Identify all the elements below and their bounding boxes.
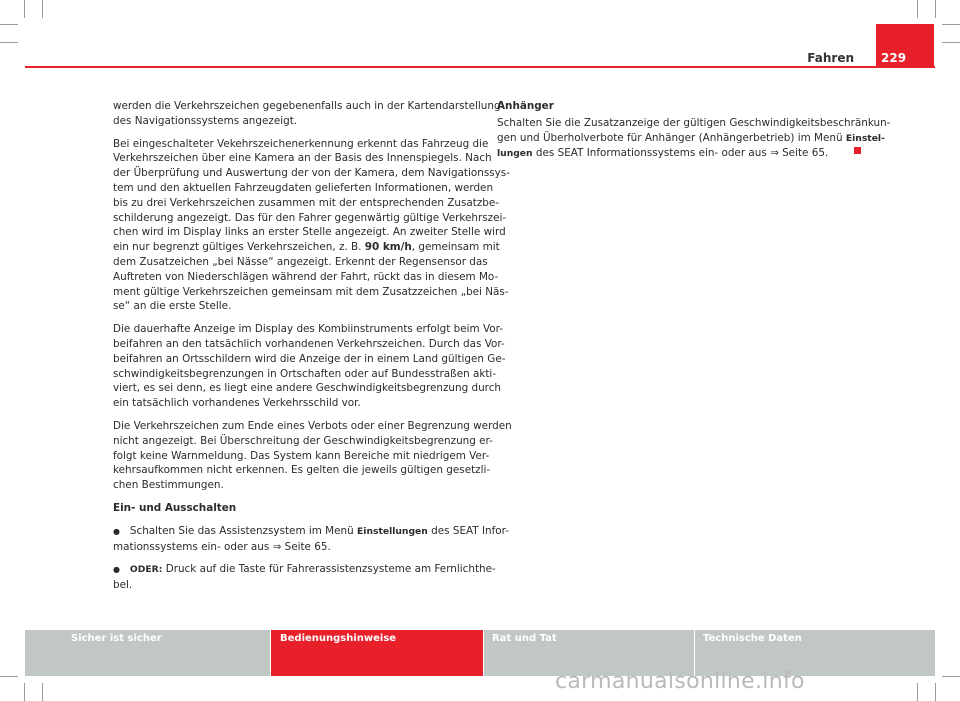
paragraph-trailer bbox=[497, 116, 891, 162]
text-line: Die dauerhafte Anzeige im Display des Kombiinstruments erfolgt beim Vor- bbox=[113, 323, 503, 336]
text-line: Schalten Sie die Zusatzanzeige der gültigen Geschwindigkeitsbeschränkun- bbox=[497, 116, 891, 129]
text-line: Verkehrszeichen über eine Kamera an der Basis des Innenspiegels. Nach bbox=[113, 152, 492, 165]
text-line bbox=[497, 146, 851, 162]
text-line: Auftreten von Niederschlägen während der Fahrt, rückt das in diesem Mo- bbox=[113, 270, 499, 283]
text-line: werden die Verkehrszeichen gegebenenfalls auch in der Kartendarstellung bbox=[113, 100, 501, 112]
paragraph-recognition bbox=[113, 137, 510, 315]
crop-mark bbox=[42, 683, 43, 701]
text-line: nicht angezeigt. Bei Überschreitung der Geschwindigkeitsbegrenzung er- bbox=[113, 434, 493, 447]
bullet-icon: ● bbox=[113, 526, 120, 536]
page-number: 229 bbox=[881, 51, 907, 65]
text-line: se“ an die erste Stelle. bbox=[113, 300, 232, 313]
crop-mark bbox=[24, 0, 25, 18]
text-line: der Überprüfung und Auswertung der von der Kamera, dem Navigationssys- bbox=[113, 167, 510, 180]
menu-keyword: lungen bbox=[497, 148, 533, 160]
bullet-icon: ● bbox=[113, 565, 120, 575]
text-line: beifahren an den tatsächlich vorhandenen Verkehrszeichen. Durch das Vor- bbox=[113, 337, 505, 350]
text-fragment: des SEAT Informationssystems ein- oder aus ⇒ Seite 65. bbox=[535, 147, 829, 160]
text-line: dem Zusatzeichen „bei Nässe“ angezeigt. Erkennt der Regensensor das bbox=[113, 255, 488, 268]
footer-tab-safety[interactable]: Sicher ist sicher bbox=[25, 630, 270, 676]
text-fragment: Druck auf die Taste für Fahrerassistenzsysteme am Fernlichthe- bbox=[165, 563, 496, 576]
section-end-icon bbox=[854, 147, 861, 154]
crop-mark bbox=[42, 0, 43, 18]
crop-mark bbox=[942, 676, 960, 677]
menu-keyword: Einstel- bbox=[845, 132, 885, 144]
text-line: ment gültige Verkehrszeichen gemeinsam mit dem Zusatzzeichen „bei Näs- bbox=[113, 285, 509, 298]
text-line: ein tatsächlich vorhandenes Verkehrsschild vor. bbox=[113, 397, 361, 410]
text-fragment: gen und Überholverbote für Anhänger (Anhängerbetrieb) im Menü bbox=[497, 131, 843, 144]
text-line: tem und den aktuellen Fahrzeugdaten gelieferten Informationen, werden bbox=[113, 181, 494, 194]
crop-mark bbox=[917, 0, 918, 18]
text-line: chen wird im Display links an erster Stelle angezeigt. An zweiter Stelle wird bbox=[113, 226, 506, 239]
text-line: bis zu drei Verkehrszeichen zusammen mit der entsprechenden Zusatzbe- bbox=[113, 196, 500, 209]
text-fragment: ein nur begrenzt gültiges Verkehrszeichen, z. B. bbox=[113, 241, 362, 254]
text-line: schilderung angezeigt. Das für den Fahrer gegenwärtig gültige Verkehrszei- bbox=[113, 211, 507, 224]
text-line: kehrsaufkommen nicht erkennen. Es gelten die jeweils gültigen gesetzli- bbox=[113, 464, 491, 477]
crop-mark bbox=[24, 683, 25, 701]
text-line: bel. bbox=[113, 579, 133, 592]
paragraph-intro bbox=[113, 99, 501, 129]
speed-value: 90 km/h bbox=[364, 241, 412, 254]
or-keyword: ODER: bbox=[129, 564, 163, 576]
bullet-item bbox=[113, 562, 496, 593]
footer-tab-advice[interactable]: Rat und Tat bbox=[484, 630, 694, 676]
crop-mark bbox=[0, 42, 18, 43]
watermark: carmanualsonline.info bbox=[555, 669, 805, 694]
crop-mark bbox=[942, 24, 960, 25]
text-line bbox=[113, 562, 496, 578]
crop-mark bbox=[0, 676, 18, 677]
text-line bbox=[113, 524, 509, 540]
bullet-item bbox=[113, 524, 509, 555]
text-fragment: des SEAT Infor- bbox=[431, 524, 509, 537]
paragraph-permanent-display bbox=[113, 322, 506, 411]
subheading-trailer: Anhänger bbox=[497, 100, 554, 112]
right-column bbox=[497, 99, 891, 170]
crop-mark bbox=[935, 0, 936, 18]
footer-tab-technical-data[interactable]: Technische Daten bbox=[695, 630, 935, 676]
section-title: Fahren bbox=[807, 51, 854, 65]
text-line: chen Bestimmungen. bbox=[113, 479, 224, 492]
text-line: Bei eingeschalteter Vekehrszeichenerkennung erkennt das Fahrzeug die bbox=[113, 137, 489, 150]
header-rule bbox=[25, 66, 935, 68]
text-fragment: , gemeinsam mit bbox=[411, 241, 500, 254]
text-line: Die Verkehrszeichen zum Ende eines Verbots oder einer Begrenzung werden bbox=[113, 419, 512, 432]
left-column bbox=[113, 99, 512, 601]
text-line: mationssystems ein- oder aus ⇒ Seite 65. bbox=[113, 540, 331, 553]
menu-keyword: Einstellungen bbox=[357, 525, 428, 537]
text-line: schwindigkeitsbegrenzungen in Ortschaften oder auf Bundesstraßen akti- bbox=[113, 367, 497, 380]
crop-mark bbox=[935, 683, 936, 701]
paragraph-limitations bbox=[113, 419, 512, 493]
text-line bbox=[113, 240, 500, 255]
subheading-on-off: Ein- und Ausschalten bbox=[113, 501, 237, 514]
text-line: des Navigationssystems angezeigt. bbox=[113, 114, 298, 127]
text-line: beifahren an Ortsschildern wird die Anzeige der in einem Land gültigen Ge- bbox=[113, 352, 506, 365]
crop-mark bbox=[0, 24, 18, 25]
text-line: viert, es sei denn, es liegt eine andere Geschwindigkeitsbegrenzung durch bbox=[113, 382, 502, 395]
text-fragment: Schalten Sie das Assistenzsystem im Menü bbox=[129, 524, 354, 537]
footer-tab-operation[interactable]: Bedienungshinweise bbox=[271, 630, 483, 676]
crop-mark bbox=[917, 683, 918, 701]
text-line bbox=[497, 131, 885, 147]
crop-mark bbox=[942, 42, 960, 43]
text-line: folgt keine Warnmeldung. Das System kann Bereiche mit niedrigem Ver- bbox=[113, 449, 490, 462]
